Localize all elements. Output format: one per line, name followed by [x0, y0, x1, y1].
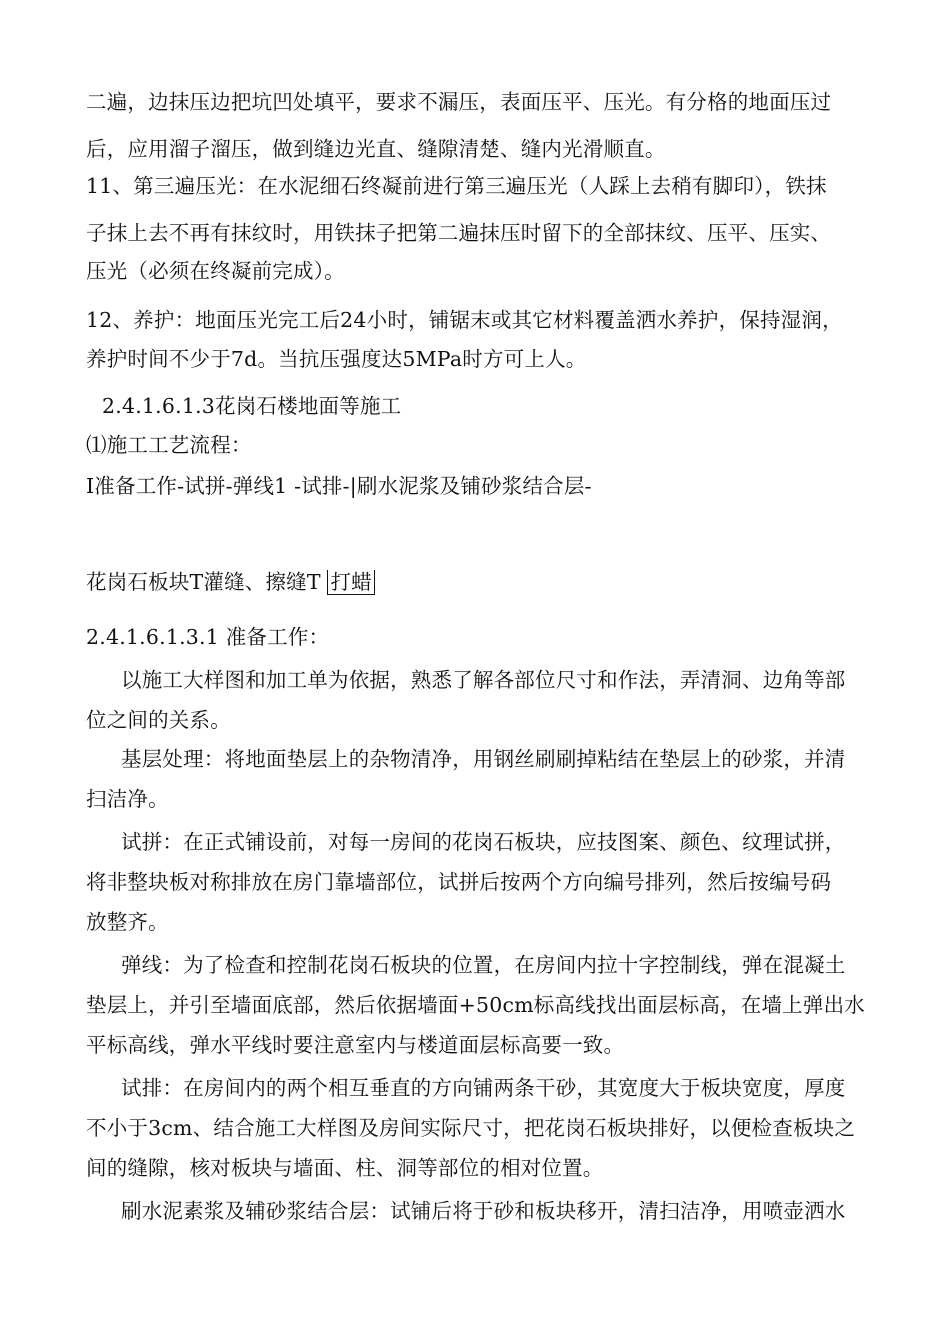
paragraph-line: 垫层上，并引至墙面底部，然后依据墙面+50cm标高线找出面层标高，在墙上弹出水 — [86, 993, 865, 1017]
paragraph-line: 刷水泥素浆及辅砂浆结合层：试铺后将于砂和板块移开，清扫洁净，用喷壶洒水 — [121, 1199, 846, 1223]
paragraph-line: 平标高线，弹水平线时要注意室内与楼道面层标高要一致。 — [86, 1033, 625, 1057]
process-flow-text: 花岗石板块T灌缝、擦缝T — [86, 570, 321, 594]
subsection-heading: ⑴施工工艺流程： — [86, 433, 252, 457]
paragraph-line: 子抹上去不再有抹纹时，用铁抹子把第二遍抹压时留下的全部抹纹、压平、压实、 — [86, 221, 832, 245]
paragraph-line: 11、第三遍压光：在水泥细石终凝前进行第三遍压光（人踩上去稍有脚印），铁抹 — [86, 174, 827, 198]
paragraph-line: 养护时间不少于7d。当抗压强度达5MPa时方可上人。 — [86, 347, 587, 371]
process-flow-line: I准备工作-试拼-弹线1 -试排-|刷水泥浆及铺砂浆结合层- — [86, 474, 592, 498]
paragraph-line: 位之间的关系。 — [86, 708, 231, 732]
section-heading: 2.4.1.6.1.3花岗石楼地面等施工 — [102, 394, 402, 418]
paragraph-line: 试排：在房间内的两个相互垂直的方向铺两条干砂，其宽度大于板块宽度，厚度 — [121, 1076, 846, 1100]
paragraph-line: 扫洁净。 — [86, 787, 169, 811]
process-flow-box: 打蜡 — [327, 570, 374, 595]
paragraph-line: 基层处理：将地面垫层上的杂物清净，用钢丝刷刷掉粘结在垫层上的砂浆，并清 — [121, 747, 846, 771]
process-flow-line — [86, 568, 375, 596]
paragraph-line: 12、养护：地面压光完工后24小时，铺锯末或其它材料覆盖洒水养护，保持湿润， — [86, 308, 843, 332]
paragraph-line: 不小于3cm、结合施工大样图及房间实际尺寸，把花岗石板块排好，以便检查板块之 — [86, 1116, 856, 1140]
paragraph-line: 后，应用溜子溜压，做到缝边光直、缝隙清楚、缝内光滑顺直。 — [86, 137, 666, 161]
paragraph-line: 将非整块板对称排放在房门靠墙部位，试拼后按两个方向编号排列，然后按编号码 — [86, 870, 832, 894]
paragraph-line: 放整齐。 — [86, 910, 169, 934]
paragraph-line: 二遍，边抹压边把坑凹处填平，要求不漏压，表面压平、压光。有分格的地面压过 — [86, 90, 832, 114]
paragraph-line: 间的缝隙，核对板块与墙面、柱、洞等部位的相对位置。 — [86, 1156, 604, 1180]
paragraph-line: 弹线：为了检查和控制花岗石板块的位置，在房间内拉十字控制线，弹在混凝土 — [121, 953, 846, 977]
paragraph-line: 压光（必须在终凝前完成）。 — [86, 259, 345, 283]
section-heading: 2.4.1.6.1.3.1 准备工作： — [86, 625, 330, 649]
paragraph-line: 以施工大样图和加工单为依据，熟悉了解各部位尺寸和作法，弄清洞、边角等部 — [121, 668, 846, 692]
paragraph-line: 试拼：在正式铺设前，对每一房间的花岗石板块，应技图案、颜色、纹理试拼， — [121, 830, 846, 854]
